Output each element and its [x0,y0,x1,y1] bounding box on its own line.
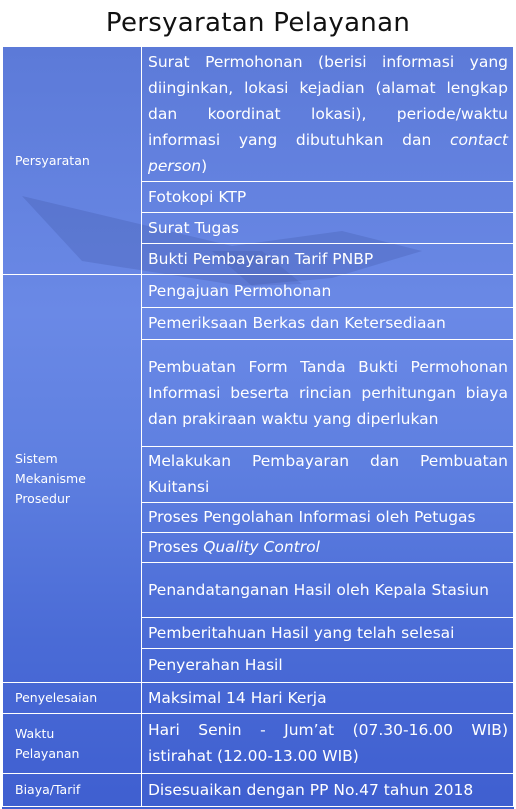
list-item: Bukti Pembayaran Tarif PNBP [142,244,514,275]
row-label-sistem-mekanisme-prosedur [3,275,142,683]
list-item: Fotokopi KTP [142,182,514,213]
row-label-waktu-pelayanan [3,714,142,774]
list-item: Melakukan Pembayaran dan Pembuatan Kuitansi [142,447,514,503]
list-item: Pengajuan Permohonan [142,275,514,308]
label-line: Prosedur [15,490,71,506]
value-cell: Maksimal 14 Hari Kerja [142,683,514,714]
list-item: Pemberitahuan Hasil yang telah selesai [142,618,514,649]
list-item: Pembuatan Form Tanda Bukti Permohonan Informasi beserta rincian perhitungan biaya dan prakiraan waktu yang diperlukan [142,340,514,447]
row-label-persyaratan [3,47,142,275]
list-item: Penyerahan Hasil [142,649,514,683]
requirements-panel [2,46,514,809]
list-item: Pemeriksaan Berkas dan Ketersediaan [142,308,514,340]
value-cell: Hari Senin - Jum’at (07.30-16.00 WIB) istirahat (12.00-13.00 WIB) [142,714,514,774]
requirements-table [2,46,514,807]
table-row [3,774,514,807]
list-item: Proses Quality Control [142,533,514,563]
table-row [3,714,514,774]
label-line: Sistem [15,450,58,466]
label-line: Waktu [15,725,55,741]
value-cell: Disesuaikan dengan PP No.47 tahun 2018 [142,774,514,807]
table-row [3,683,514,714]
row-label-penyelesaian: Penyelesaian [3,683,142,714]
row-label-biaya-tarif: Biaya/Tarif [3,774,142,807]
list-item: Surat Tugas [142,213,514,244]
label-line: Mekanisme [15,470,86,486]
list-item: Penandatanganan Hasil oleh Kepala Stasiun [142,563,514,618]
table-row [3,275,514,308]
table-row [3,47,514,182]
label-text: Persyaratan [15,152,90,168]
list-item: Surat Permohonan (berisi informasi yang diinginkan, lokasi kejadian (alamat lengkap dan koordinat lokasi), periode/waktu informasi yang dibutuhkan dan contact person) [142,47,514,182]
label-line: Pelayanan [15,745,80,761]
list-item: Proses Pengolahan Informasi oleh Petugas [142,503,514,533]
page-title: Persyaratan Pelayanan [105,8,411,38]
